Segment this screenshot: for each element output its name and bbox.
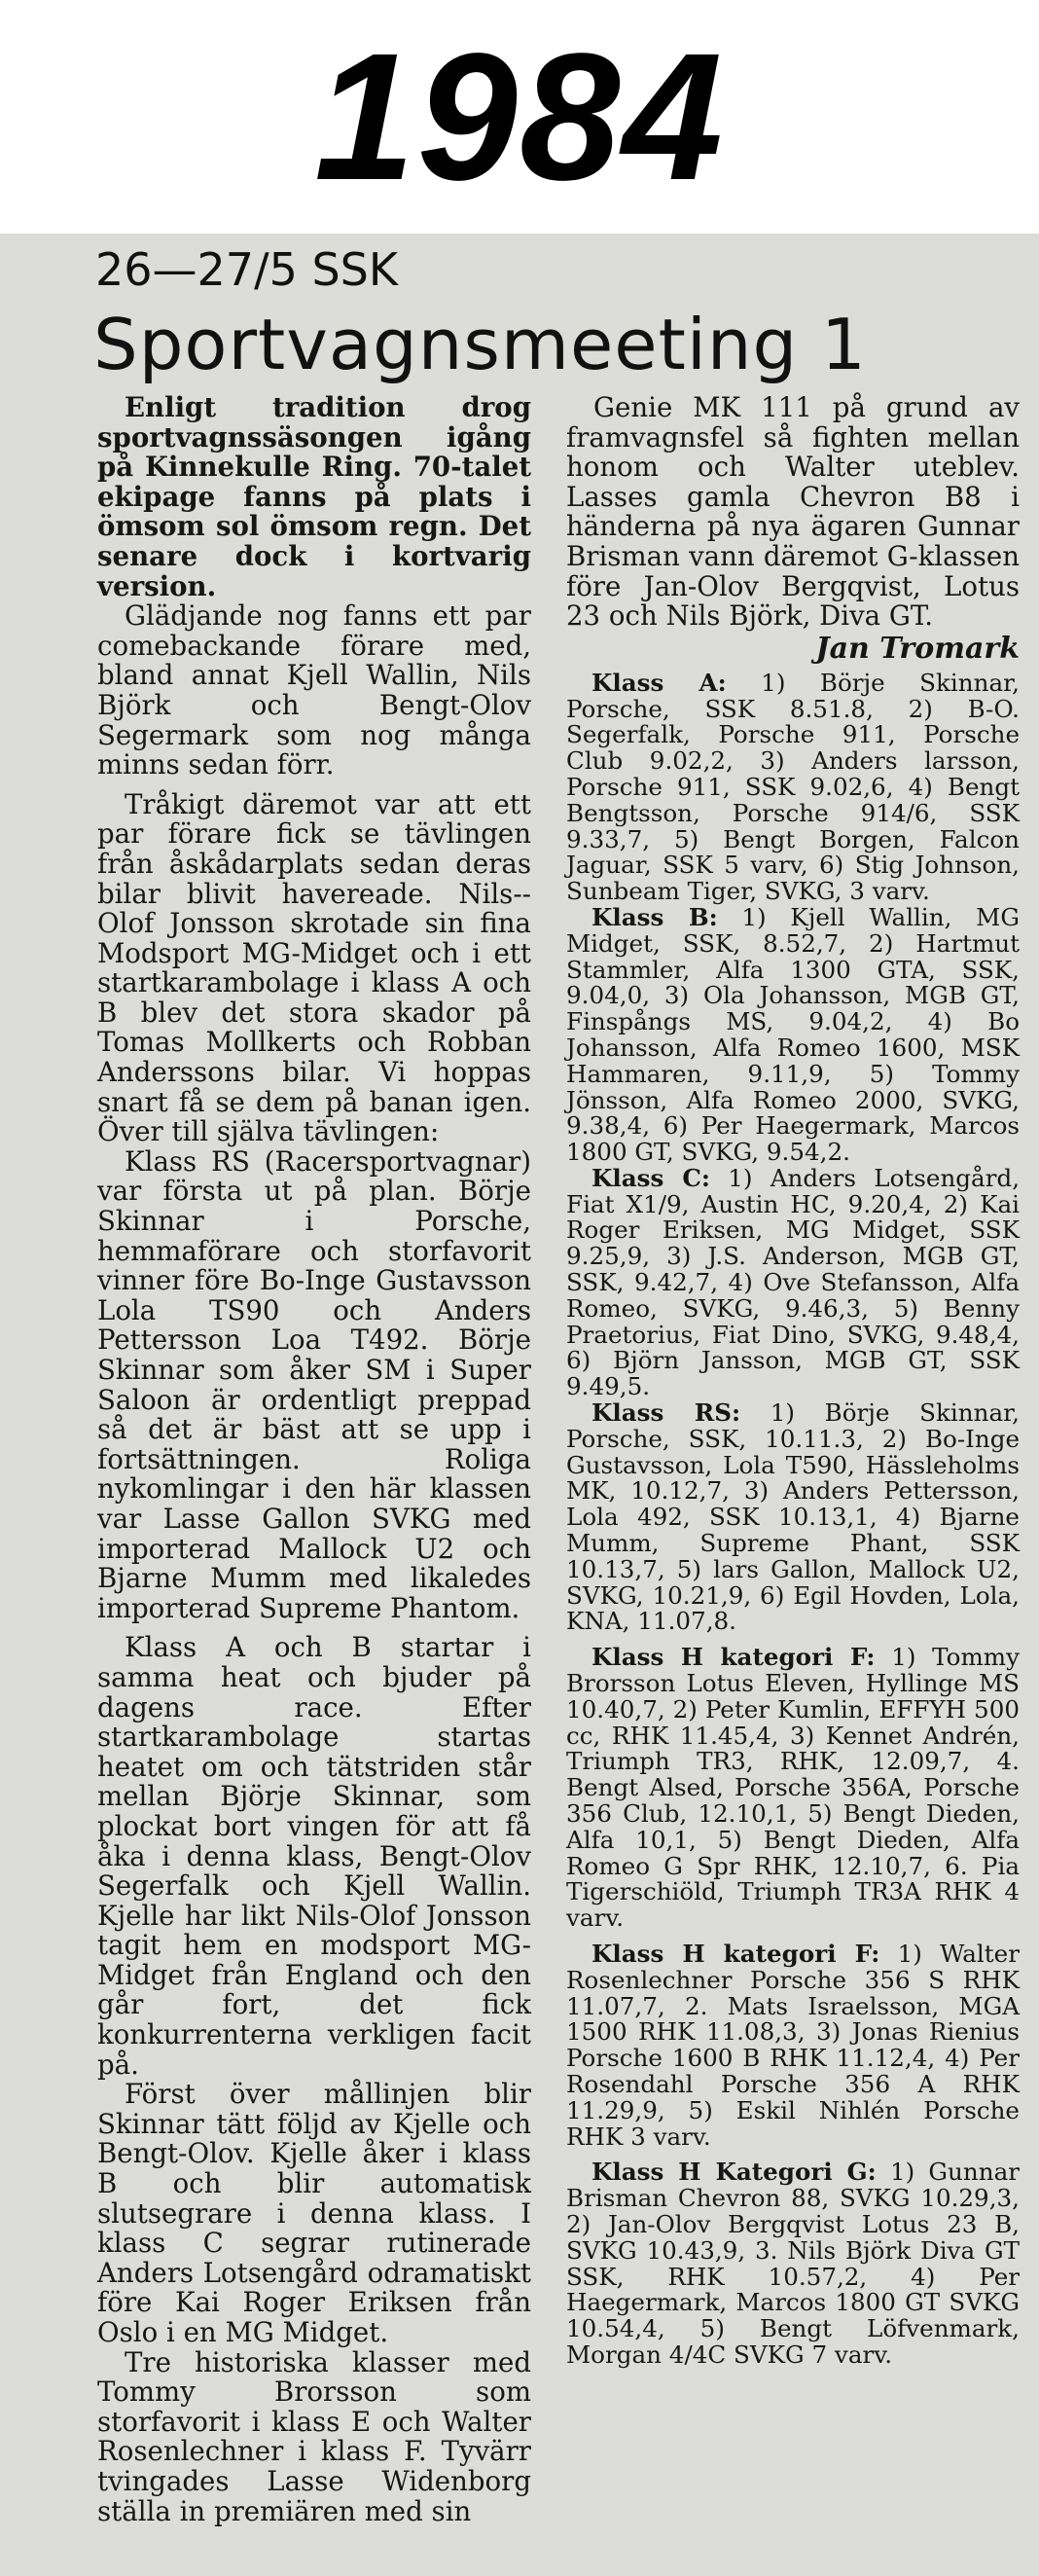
result-block (566, 1941, 1020, 2150)
class-label: Klass H kategori F: (591, 1643, 876, 1672)
class-label: Klass RS: (591, 1398, 741, 1428)
result-block (566, 902, 1020, 1167)
body-paragraph: Tråkigt däremot var att ett par förare fick se tävlingen från åskådarplats sedan deras bilar blivit havereade. Nils--Olof Jonsson skrotade sin fina Modsport MG-Midget och i ett startkarambolage i klass A och B blev det stora skador på Tomas Mollkerts och Robban Anderssons bilar. Vi hoppas snart få se dem på banan igen. Över till själva tävlingen: (97, 787, 531, 1148)
article-headline: Sportvagnsmeeting 1 (93, 304, 867, 385)
year-heading: 1984 (314, 16, 725, 218)
class-label: Klass A: (591, 668, 727, 697)
class-label: Klass H kategori F: (591, 1940, 880, 1968)
result-text: 1) Kjell Wallin, MG Midget, SSK, 8.52,7, 2) Hartmut Stammler, Alfa 1300 GTA, SSK, 9.04,0, 3) Ola Johansson, MGB GT, Finspångs MS, 9.04,2, 4) Bo Johansson, Alfa Romeo 1600, MSK Hammaren, 9.11,9, 5) Tommy Jönsson, Alfa Romeo 2000, SVKG, 9.38,4, 6) Per Haegermark, Marcos 1800 GT, SVKG, 9.54,2. (566, 902, 1020, 1167)
result-block (566, 1645, 1020, 1932)
body-paragraph: Glädjande nog fanns ett par comebackande förare med, bland annat Kjell Wallin, Nils Björk och Bengt-Olov Segermark som nog många minns sedan förr. (97, 599, 531, 781)
result-text: 1) Anders Lotsengård, Fiat X1/9, Austin HC, 9.20,4, 2) Kai Roger Eriksen, MG Midget, SSK 9.25,9, 3) J.S. Anderson, MGB GT, SSK, 9.42,7, 4) Ove Stefansson, Alfa Romeo, SVKG, 9.46,3, 5) Benny Praetorius, Fiat Dino, SVKG, 9.48,4, 6) Björn Jansson, MGB GT, SSK 9.49,5. (566, 1163, 1021, 1401)
left-column (97, 393, 531, 2526)
body-paragraph: Klass RS (Racersportvagnar) var första ut på plan. Börje Skinnar i Porsche, hemmaförare och storfavorit vinner före Bo-Inge Gustavsson Lola TS90 och Anders Pettersson Loa T492. Börje Skinnar som åker SM i Super Saloon är ordentligt preppad så det är bäst att se upp i fortsättningen. Roliga nykomlingar i den här klassen var Lasse Gallon SVKG med importerad Mallock U2 och Bjarne Mumm med likaledes importerad Supreme Phantom. (97, 1144, 531, 1624)
body-paragraph: Först över mållinjen blir Skinnar tätt följd av Kjelle och Bengt-Olov. Kjelle åker i klass B och blir automatisk slutsegrare i denna klass. I klass C segrar rutinerade Anders Lotsengård odramatiskt före Kai Roger Eriksen från Oslo i en MG Midget. (97, 2078, 531, 2348)
result-block (566, 668, 1020, 906)
result-block (566, 2159, 1020, 2368)
body-paragraph: Klass A och B startar i samma heat och bjuder på dagens race. Efter startkarambolage startas heatet om och tätstriden står mellan Björje Skinnar, som plockat bort vingen för att få åka i denna klass, Bengt-Olov Segerfalk och Kjell Wallin. Kjelle har likt Nils-Olof Jonsson tagit hem en modsport MG-Midget från England och den går fort, det fick konkurrenterna verkligen facit på. (97, 1631, 531, 2081)
result-text: 1) Tommy Brorsson Lotus Eleven, Hyllinge MS 10.40,7, 2) Peter Kumlin, EFFYH 500 cc, RHK 11.45,4, 3) Kennet Andrén, Triumph TR3, RHK, 12.09,7, 4. Bengt Alsed, Porsche 356A, Porsche 356 Club, 12.10,1, 5) Bengt Dieden, Alfa 10,1, 5) Bengt Dieden, Alfa Romeo G Spr RHK, 12.10,7, 6. Pia Tigerschiöld, Triumph TR3A RHK 4 varv. (566, 1643, 1020, 1933)
result-text: 1) Walter Rosenlechner Porsche 356 S RHK 11.07,7, 2. Mats Israelsson, MGA 1500 RHK 11.08,3, 3) Jonas Rienius Porsche 1600 B RHK 11.12,4, 4) Per Rosendahl Porsche 356 A RHK 11.29,9, 5) Eskil Nihlén Porsche RHK 3 varv. (566, 1940, 1020, 2151)
result-text: 1) Börje Skinnar, Porsche, SSK 8.51.8, 2) B-O. Segerfalk, Porsche 911, Porsche Club 9.02,2, 3) Anders larsson, Porsche 911, SSK 9.02,6, 4) Bengt Bengtsson, Porsche 914/6, SSK 9.33,7, 5) Bengt Borgen, Falcon Jaguar, SSK 5 varv, 6) Stig Johnson, Sunbeam Tiger, SVKG, 3 varv. (566, 668, 1020, 906)
result-text: 1) Börje Skinnar, Porsche, SSK, 10.11.3, 2) Bo-Inge Gustavsson, Lola T590, Hässleholms MK, 10.12,7, 3) Anders Pettersson, Lola 492, SSK 10.13,1, 4) Bjarne Mumm, Supreme Phant, SSK 10.13,7, 5) lars Gallon, Mallock U2, SVKG, 10.21,9, 6) Egil Hovden, Lola, KNA, 11.07,8. (566, 1398, 1021, 1636)
lead-paragraph: Enligt tradition drog sportvagnssäsongen igång på Kinnekulle Ring. 70-talet ekipage fanns på plats i ömsom sol ömsom regn. Det senare dock i kortvarig version. (97, 391, 531, 602)
class-label: Klass B: (591, 902, 718, 931)
body-paragraph: Genie MK 111 på grund av framvagnsfel så fighten mellan honom och Walter uteblev. Lasses gamla Chevron B8 i händerna på nya ägaren Gunnar Brisman vann däremot G-klassen före Jan-Olov Bergqvist, Lotus 23 och Nils Björk, Diva GT. (566, 391, 1020, 633)
result-text: 1) Gunnar Brisman Chevron 88, SVKG 10.29,3, 2) Jan-Olov Bergqvist Lotus 23 B, SVKG 10.43,9, 3. Nils Björk Diva GT SSK, RHK 10.57,2, 4) Per Haegermark, Marcos 1800 GT SVKG 10.54,4, 5) Bengt Löfvenmark, Morgan 4/4C SVKG 7 varv. (566, 2158, 1020, 2369)
body-paragraph: Tre historiska klasser med Tommy Brorsson som storfavorit i klass E och Walter Rosenlechner i klass F. Tyvärr tvingades Lasse Widenborg ställa in premiären med sin (97, 2345, 531, 2527)
byline: Jan Tromark (815, 631, 1020, 666)
class-label: Klass C: (591, 1163, 710, 1192)
right-column (566, 393, 1020, 2369)
class-label: Klass H Kategori G: (591, 2158, 877, 2187)
result-block (566, 1400, 1020, 1635)
result-block (566, 1163, 1021, 1401)
dateline: 26—27/5 SSK (95, 243, 399, 296)
